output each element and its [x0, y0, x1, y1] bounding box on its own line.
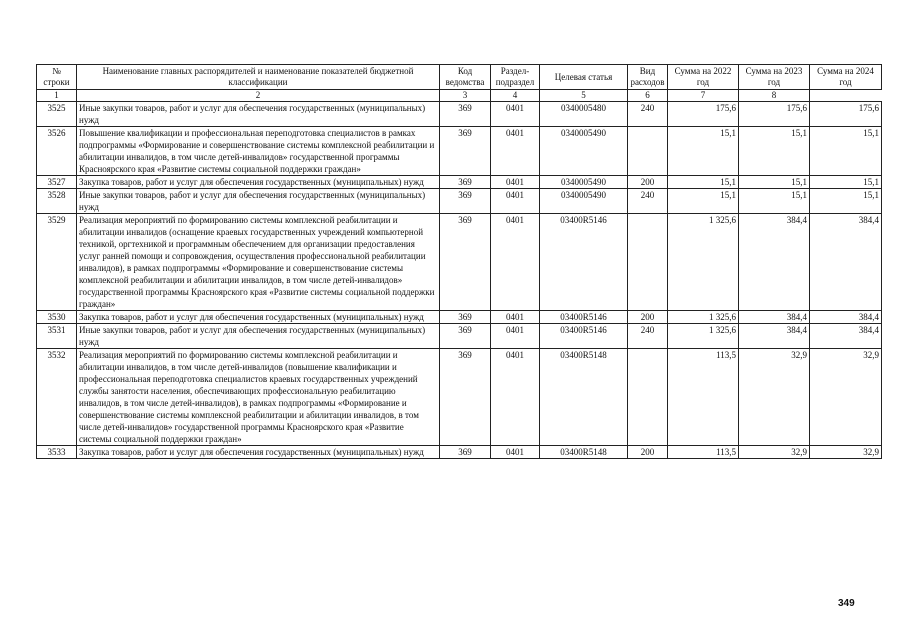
row-target-article: 0340005490: [540, 176, 628, 189]
row-expense-type: 240: [628, 102, 668, 127]
row-name: Иные закупки товаров, работ и услуг для обеспечения государственных (муниципальных) нужд: [77, 189, 440, 214]
row-department-code: 369: [440, 102, 491, 127]
row-section: 0401: [491, 176, 540, 189]
row-number: 3528: [37, 189, 77, 214]
row-sum-2024: 15,1: [810, 127, 882, 176]
row-number: 3529: [37, 214, 77, 311]
row-section: 0401: [491, 102, 540, 127]
row-department-code: 369: [440, 127, 491, 176]
document-page: [36, 64, 881, 459]
row-department-code: 369: [440, 189, 491, 214]
row-sum-2022: 1 325,6: [668, 214, 739, 311]
row-number: 3532: [37, 349, 77, 446]
row-sum-2022: 113,5: [668, 349, 739, 446]
row-expense-type: 200: [628, 311, 668, 324]
column-number: 5: [540, 90, 628, 102]
row-name: Закупка товаров, работ и услуг для обеспечения государственных (муниципальных) нужд: [77, 311, 440, 324]
row-name: Повышение квалификации и профессиональная переподготовка специалистов в рамках подпрограммы «Формирование и совершенствование системы комплексной реабилитации и абилитации инвалидов, в том числе детей-инвалидов» государственной программы Красноярского края «Развитие системы социальной поддержки граждан»: [77, 127, 440, 176]
header-name: Наименование главных распорядителей и наименование показателей бюджетной классификации: [77, 65, 440, 90]
row-sum-2023: 384,4: [739, 214, 810, 311]
column-number: 1: [37, 90, 77, 102]
row-sum-2024: 15,1: [810, 189, 882, 214]
table-row: [37, 446, 882, 459]
table-row: [37, 176, 882, 189]
header-expense-type: Вид расходов: [628, 65, 668, 90]
table-row: [37, 324, 882, 349]
row-department-code: 369: [440, 176, 491, 189]
table-row: [37, 189, 882, 214]
row-target-article: 0340005480: [540, 102, 628, 127]
column-number: 8: [739, 90, 810, 102]
row-section: 0401: [491, 349, 540, 446]
row-expense-type: 200: [628, 176, 668, 189]
row-expense-type: [628, 127, 668, 176]
row-name: Закупка товаров, работ и услуг для обеспечения государственных (муниципальных) нужд: [77, 176, 440, 189]
row-sum-2023: 15,1: [739, 127, 810, 176]
row-department-code: 369: [440, 446, 491, 459]
row-target-article: 03400R5148: [540, 349, 628, 446]
header-row-number: № строки: [37, 65, 77, 90]
row-sum-2022: 1 325,6: [668, 311, 739, 324]
row-number: 3531: [37, 324, 77, 349]
row-department-code: 369: [440, 214, 491, 311]
row-sum-2023: 175,6: [739, 102, 810, 127]
row-sum-2023: 15,1: [739, 176, 810, 189]
row-sum-2024: 384,4: [810, 311, 882, 324]
table-row: [37, 349, 882, 446]
row-sum-2024: 32,9: [810, 446, 882, 459]
row-expense-type: 200: [628, 446, 668, 459]
row-sum-2024: 175,6: [810, 102, 882, 127]
row-expense-type: 240: [628, 324, 668, 349]
row-target-article: 03400R5148: [540, 446, 628, 459]
header-department-code: Код ведомства: [440, 65, 491, 90]
row-expense-type: [628, 214, 668, 311]
page-number: 349: [838, 598, 855, 609]
row-sum-2023: 32,9: [739, 446, 810, 459]
row-department-code: 369: [440, 311, 491, 324]
row-number: 3530: [37, 311, 77, 324]
column-number: 7: [668, 90, 739, 102]
row-section: 0401: [491, 311, 540, 324]
header-sum-2024: Сумма на 2024 год: [810, 65, 882, 90]
row-number: 3525: [37, 102, 77, 127]
row-sum-2024: 32,9: [810, 349, 882, 446]
row-sum-2023: 384,4: [739, 324, 810, 349]
table-row: [37, 311, 882, 324]
header-target-article: Целевая статья: [540, 65, 628, 90]
column-number-row: [37, 90, 882, 102]
row-sum-2023: 32,9: [739, 349, 810, 446]
row-sum-2024: 384,4: [810, 214, 882, 311]
row-expense-type: 240: [628, 189, 668, 214]
column-number: 4: [491, 90, 540, 102]
row-number: 3533: [37, 446, 77, 459]
row-name: Иные закупки товаров, работ и услуг для обеспечения государственных (муниципальных) нужд: [77, 102, 440, 127]
row-sum-2023: 384,4: [739, 311, 810, 324]
row-sum-2022: 15,1: [668, 176, 739, 189]
row-section: 0401: [491, 214, 540, 311]
budget-table: [36, 64, 882, 459]
row-number: 3527: [37, 176, 77, 189]
row-section: 0401: [491, 127, 540, 176]
row-sum-2023: 15,1: [739, 189, 810, 214]
column-number: 3: [440, 90, 491, 102]
row-sum-2022: 113,5: [668, 446, 739, 459]
row-sum-2024: 15,1: [810, 176, 882, 189]
header-sum-2022: Сумма на 2022 год: [668, 65, 739, 90]
column-number: 6: [628, 90, 668, 102]
row-target-article: 03400R5146: [540, 324, 628, 349]
row-expense-type: [628, 349, 668, 446]
header-sum-2023: Сумма на 2023 год: [739, 65, 810, 90]
row-name: Реализация мероприятий по формированию системы комплексной реабилитации и абилитации инвалидов, в том числе детей-инвалидов (повышение квалификации и профессиональная переподготовка специалистов краевых государственных учреждений службы занятости населения, обеспечивающих профессиональную реабилитацию инвалидов, в том числе детей-инвалидов), в рамках подпрограммы «Формирование и совершенствование системы комплексной реабилитации и абилитации инвалидов, в том числе детей-инвалидов» государственной программы Красноярского края «Развитие системы социальной поддержки граждан»: [77, 349, 440, 446]
row-name: Иные закупки товаров, работ и услуг для обеспечения государственных (муниципальных) нужд: [77, 324, 440, 349]
row-number: 3526: [37, 127, 77, 176]
row-target-article: 0340005490: [540, 127, 628, 176]
table-body: [37, 102, 882, 459]
table-header-row: [37, 65, 882, 90]
table-row: [37, 102, 882, 127]
row-target-article: 03400R5146: [540, 214, 628, 311]
row-department-code: 369: [440, 324, 491, 349]
column-number: 2: [77, 90, 440, 102]
row-section: 0401: [491, 189, 540, 214]
row-target-article: 0340005490: [540, 189, 628, 214]
table-row: [37, 214, 882, 311]
table-row: [37, 127, 882, 176]
row-sum-2022: 15,1: [668, 127, 739, 176]
row-section: 0401: [491, 446, 540, 459]
row-sum-2022: 15,1: [668, 189, 739, 214]
row-name: Реализация мероприятий по формированию системы комплексной реабилитации и абилитации инвалидов (оснащение краевых государственных учреждений компьютерной техникой, оргтехникой и программным обеспечением для организации предоставления услуг ранней помощи и сопровождения, осуществления профессиональной реабилитации инвалидов), в рамках подпрограммы «Формирование и совершенствование системы комплексной реабилитации и абилитации инвалидов, в том числе детей-инвалидов» государственной программы Красноярского края «Развитие системы социальной поддержки граждан»: [77, 214, 440, 311]
row-sum-2022: 1 325,6: [668, 324, 739, 349]
row-sum-2022: 175,6: [668, 102, 739, 127]
header-section: Раздел-подраздел: [491, 65, 540, 90]
row-sum-2024: 384,4: [810, 324, 882, 349]
row-name: Закупка товаров, работ и услуг для обеспечения государственных (муниципальных) нужд: [77, 446, 440, 459]
row-section: 0401: [491, 324, 540, 349]
row-target-article: 03400R5146: [540, 311, 628, 324]
row-department-code: 369: [440, 349, 491, 446]
